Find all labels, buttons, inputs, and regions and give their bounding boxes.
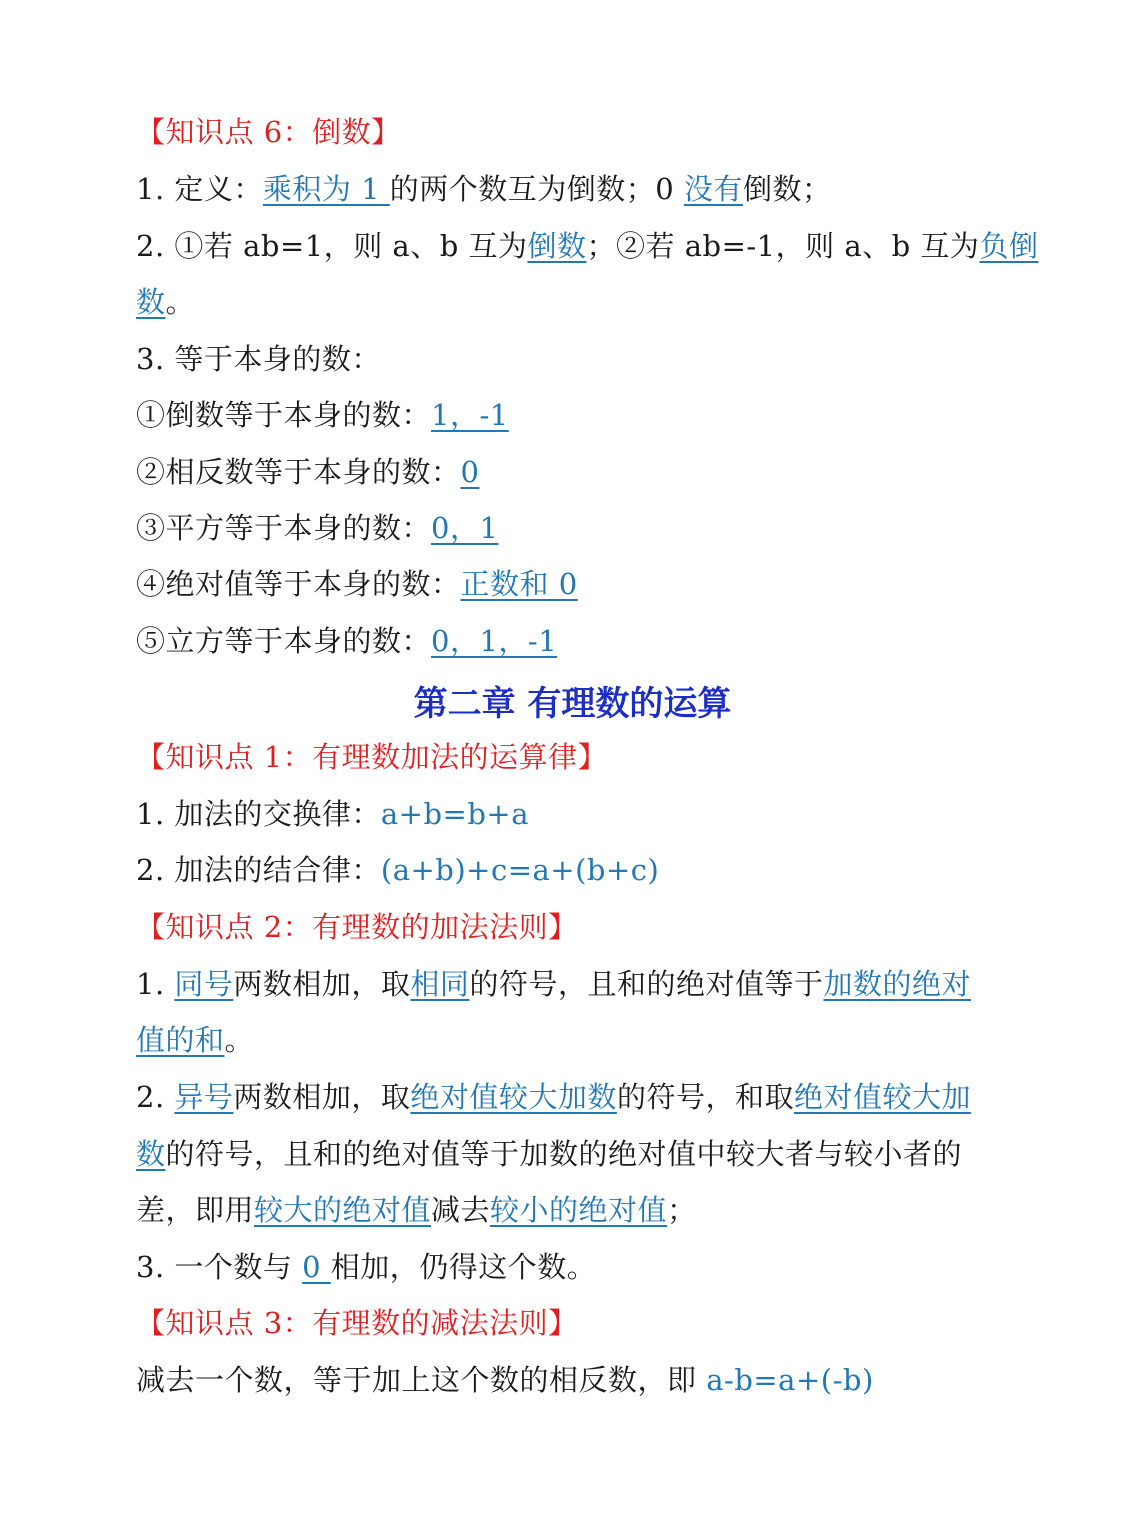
formula: (a+b)+c=a+(b+c) <box>380 853 660 887</box>
text: ⑤立方等于本身的数： <box>136 624 432 658</box>
answer: 较大的绝对值 <box>254 1193 432 1227</box>
rule-line <box>136 964 1015 1004</box>
formula: a+b=b+a <box>380 797 529 831</box>
formula: a-b=a+(-b) <box>706 1363 874 1397</box>
answer: 相同 <box>410 967 470 1001</box>
section-heading-subtraction-rule: 【知识点 3：有理数的减法法则】 <box>136 1306 578 1340</box>
rule-line-continued <box>136 1190 1015 1230</box>
answer: 倒数 <box>527 229 587 263</box>
list-item <box>136 564 1015 604</box>
list-item <box>136 395 1015 435</box>
text: 1. 加法的交换律： <box>136 797 381 831</box>
text: ；②若 ab=-1，则 a、b 互为 <box>586 229 980 263</box>
text: 的符号，且和的绝对值等于 <box>469 967 824 1001</box>
answer: 绝对值较大加 <box>793 1080 971 1114</box>
answer: 数 <box>136 285 166 319</box>
text: ； <box>667 1193 697 1227</box>
section-heading-addition-rules: 【知识点 2：有理数的加法法则】 <box>136 910 578 944</box>
section-heading-addition-laws: 【知识点 1：有理数加法的运算律】 <box>136 740 608 774</box>
text: 相加，仍得这个数。 <box>330 1250 597 1284</box>
text: ①倒数等于本身的数： <box>136 398 432 432</box>
list-item <box>136 508 1015 548</box>
answer: 0 <box>302 1250 331 1284</box>
text: 减去一个数，等于加上这个数的相反数，即 <box>136 1363 707 1397</box>
answer: 正数和 0 <box>460 567 578 601</box>
text: 2. 加法的结合律： <box>136 853 381 887</box>
self-equal-heading: 3. 等于本身的数： <box>136 342 381 376</box>
list-item <box>136 621 1015 661</box>
text: 的两个数互为倒数；0 <box>389 172 684 206</box>
text: 的符号，且和的绝对值等于加数的绝对值中较大者与较小者的 <box>165 1137 963 1171</box>
text: 3. 一个数与 <box>136 1250 303 1284</box>
answer: 0，1 <box>431 511 499 545</box>
text: 2. ①若 ab=1，则 a、b 互为 <box>136 229 528 263</box>
text: 1. 定义： <box>136 172 263 206</box>
section-heading-reciprocal: 【知识点 6：倒数】 <box>136 115 401 149</box>
answer: 负倒 <box>979 229 1039 263</box>
chapter-title: 第二章 有理数的运算 <box>413 684 732 724</box>
rule-line <box>136 1247 1015 1287</box>
law-line <box>136 850 1015 890</box>
text: ③平方等于本身的数： <box>136 511 432 545</box>
text: 减去 <box>431 1193 491 1227</box>
text: 。 <box>224 1023 255 1057</box>
text: 2. <box>136 1080 175 1114</box>
answer: 值的和 <box>136 1023 225 1057</box>
answer: 绝对值较大加数 <box>410 1080 617 1114</box>
rule-line <box>136 1360 1015 1400</box>
answer: 异号 <box>174 1080 234 1114</box>
rule-line-continued <box>136 282 1015 322</box>
answer: 数 <box>136 1137 166 1171</box>
text: 差，即用 <box>136 1193 255 1227</box>
law-line <box>136 794 1015 834</box>
rule-line-continued <box>136 1134 1015 1174</box>
text: 两数相加，取 <box>233 967 411 1001</box>
text: ②相反数等于本身的数： <box>136 455 461 489</box>
list-item <box>136 452 1015 492</box>
rule-line-continued <box>136 1020 1015 1060</box>
text: 倒数； <box>742 172 832 206</box>
definition-line <box>136 169 1015 209</box>
rule-line <box>136 226 1039 266</box>
text: 两数相加，取 <box>233 1080 411 1114</box>
rule-line <box>136 1077 1015 1117</box>
answer: 0 <box>460 455 480 489</box>
text: 。 <box>165 285 196 319</box>
answer: 0，1，-1 <box>431 624 558 658</box>
answer: 同号 <box>174 967 234 1001</box>
answer: 较小的绝对值 <box>490 1193 668 1227</box>
answer: 1，-1 <box>431 398 509 432</box>
answer: 加数的绝对 <box>823 967 971 1001</box>
text: ④绝对值等于本身的数： <box>136 567 461 601</box>
text: 的符号，和取 <box>616 1080 794 1114</box>
text: 1. <box>136 967 175 1001</box>
answer: 乘积为 1 <box>262 172 390 206</box>
answer: 没有 <box>683 172 743 206</box>
